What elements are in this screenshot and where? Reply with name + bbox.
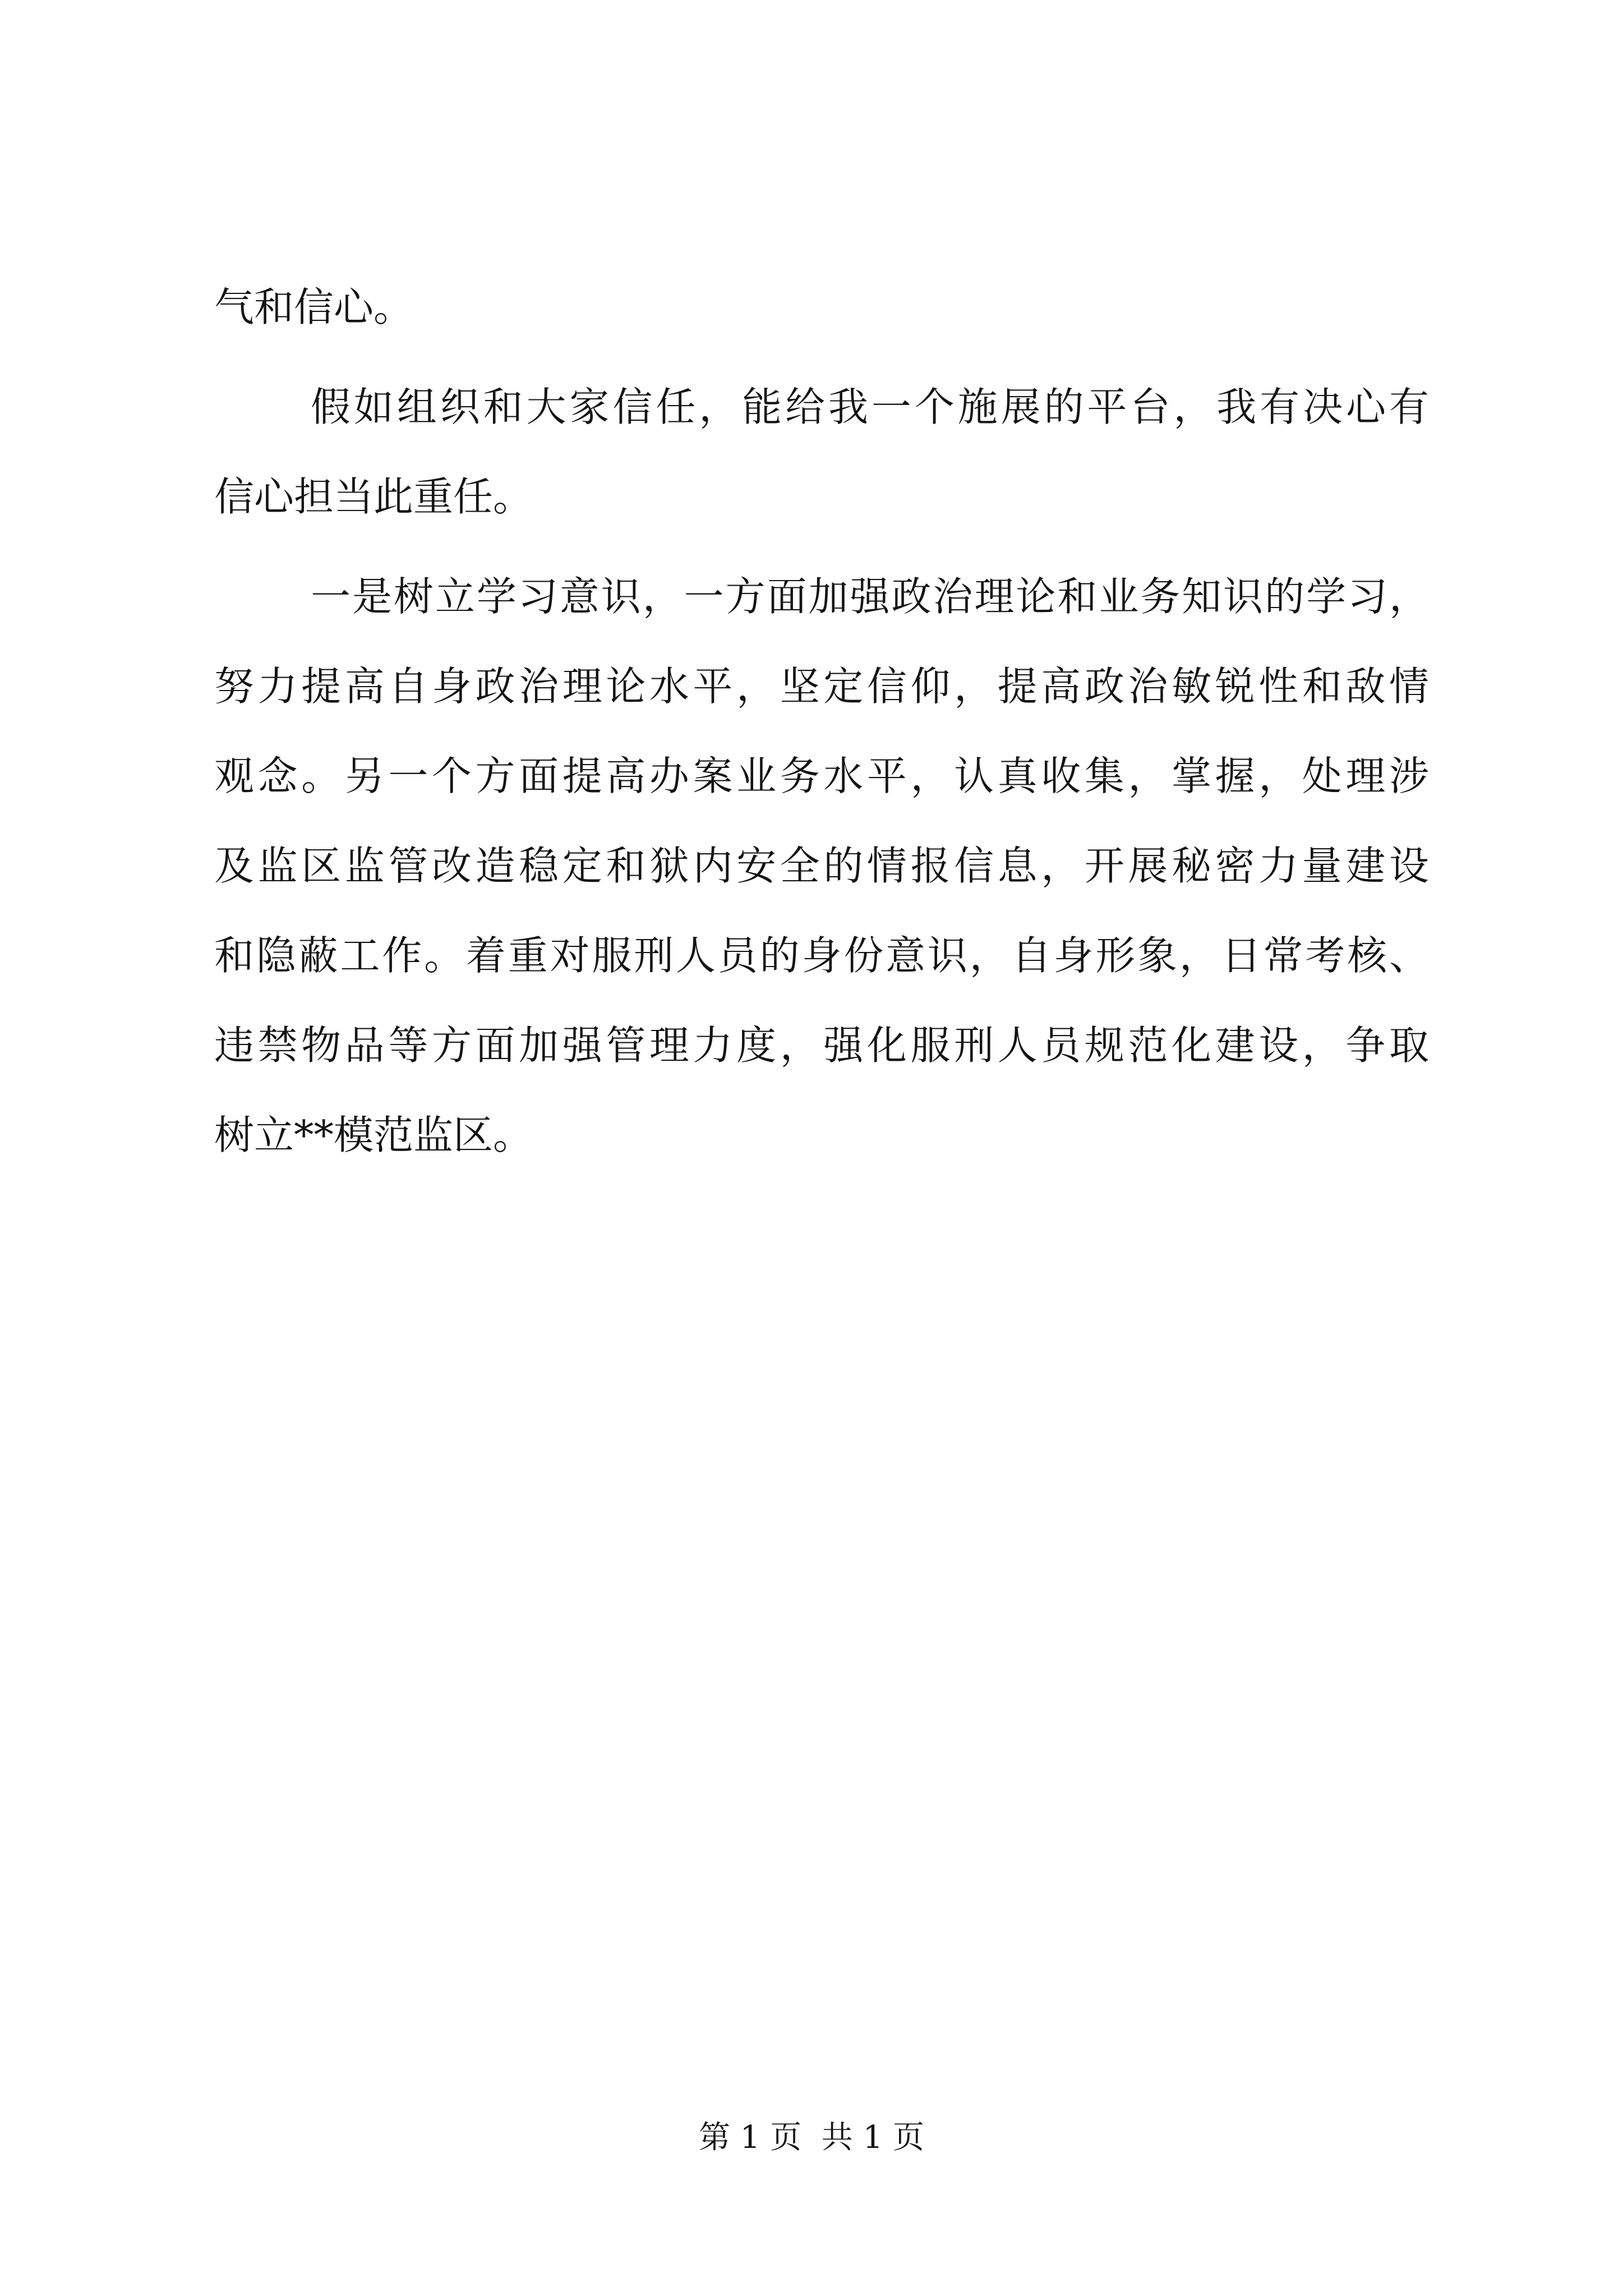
paragraph-line: 假如组织和大家信任，能给我一个施展的平台，我有决心有	[311, 384, 1429, 430]
paragraph-line: 违禁物品等方面加强管理力度，强化服刑人员规范化建设，争取	[214, 1022, 1429, 1069]
paragraph-line: 及监区监管改造稳定和狱内安全的情报信息，开展秘密力量建设	[214, 843, 1429, 889]
paragraph-line: 观念。另一个方面提高办案业务水平，认真收集，掌握，处理涉	[214, 753, 1429, 799]
paragraph-line: 一是树立学习意识，一方面加强政治理论和业务知识的学习，	[311, 573, 1429, 620]
paragraph-line: 树立**模范监区。	[214, 1112, 533, 1158]
paragraph-line: 信心担当此重任。	[214, 473, 533, 520]
paragraph-line: 努力提高自身政治理论水平，坚定信仰，提高政治敏锐性和敌情	[214, 663, 1429, 710]
document-body	[214, 263, 1429, 1180]
paragraph-line: 和隐蔽工作。着重对服刑人员的身份意识，自身形象，日常考核、	[214, 932, 1429, 979]
page-footer	[0, 2113, 1623, 2157]
page-number-label: 第 1 页 共 1 页	[698, 2119, 925, 2156]
paragraph-line: 气和信心。	[214, 284, 414, 330]
